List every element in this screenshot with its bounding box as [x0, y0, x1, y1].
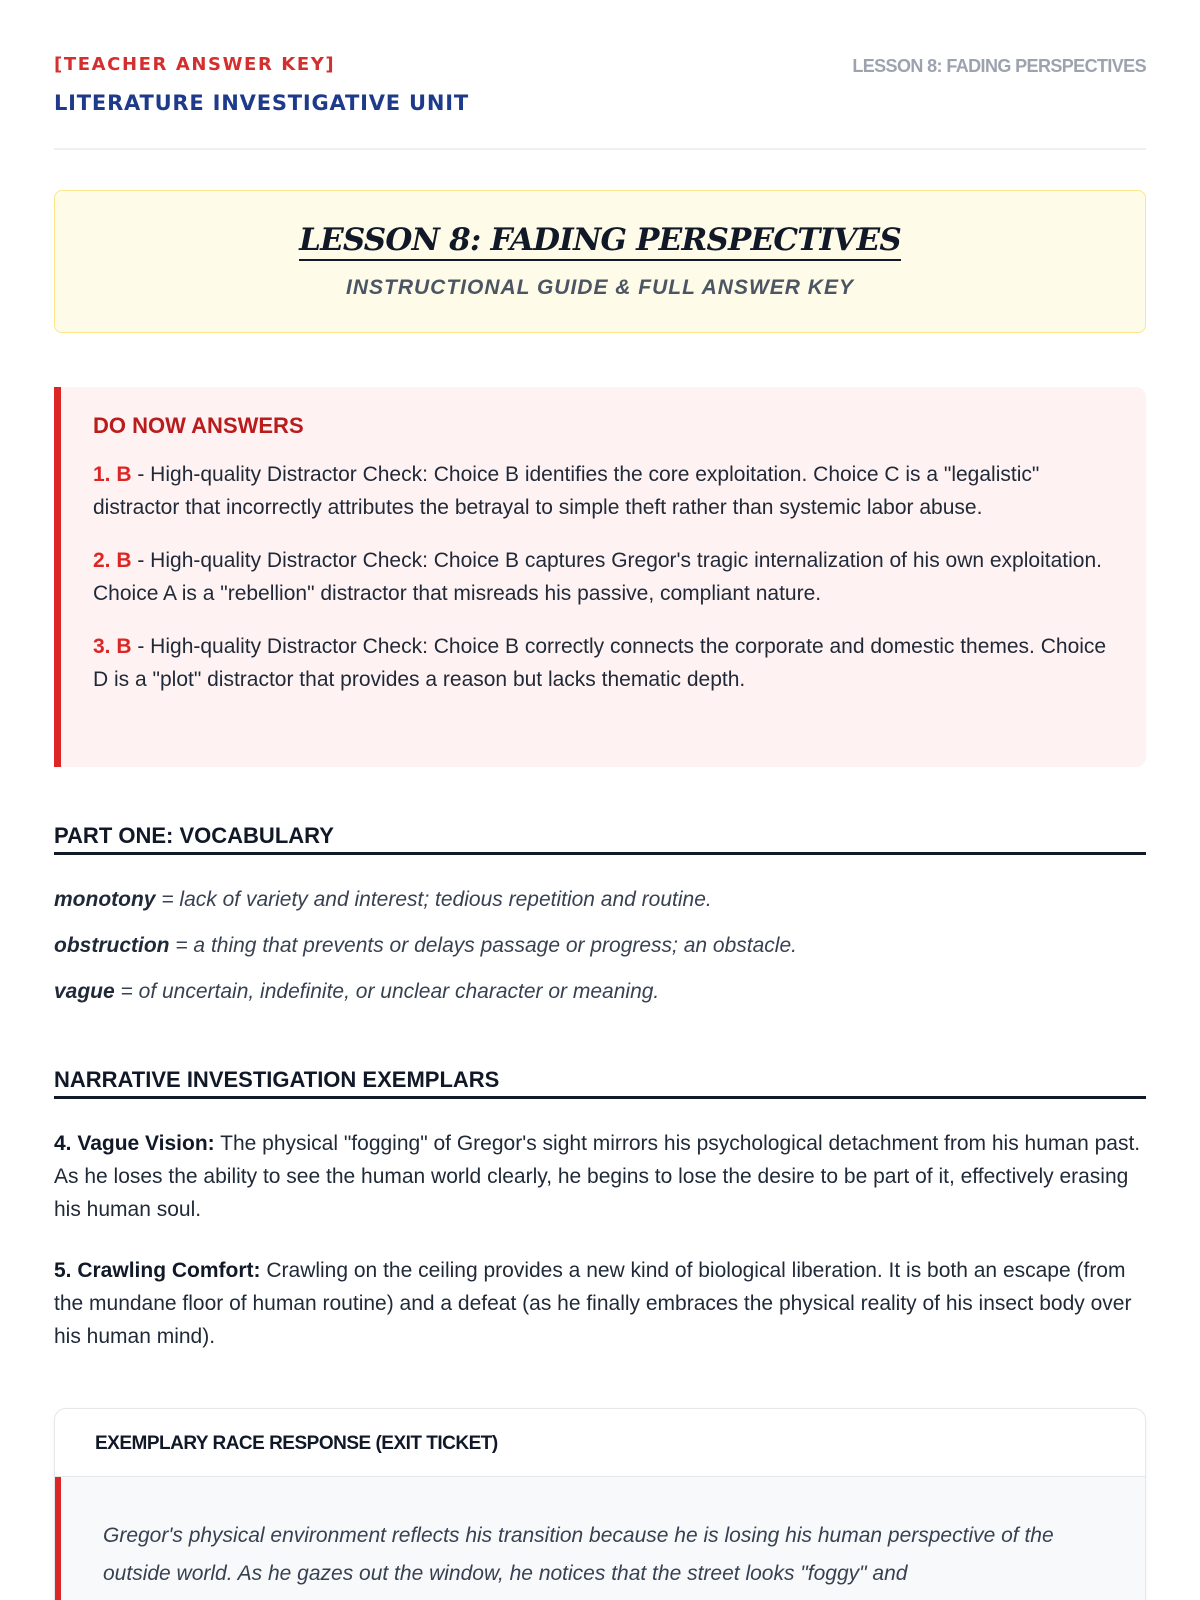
- exemplar-text: Crawling on the ceiling provides a new kind of biological liberation. It is both an escape (from the mundane floor of human routine) and a defeat (as he finally embraces the physical reality of his insect body over his human mind).: [54, 1259, 1132, 1348]
- narrative-heading: NARRATIVE INVESTIGATION EXEMPLARS: [54, 1067, 1146, 1099]
- lesson-reference: LESSON 8: FADING PERSPECTIVES: [852, 56, 1146, 76]
- page-header: [54, 0, 1146, 150]
- answer-explanation: - High-quality Distractor Check: Choice B captures Gregor's tragic internalization of his own exploitation. Choice A is a "rebellion" distractor that misreads his passive, compliant nature.: [93, 549, 1102, 605]
- answer-explanation: - High-quality Distractor Check: Choice B correctly connects the corporate and domestic themes. Choice D is a "plot" distractor that provides a reason but lacks thematic depth.: [93, 635, 1107, 691]
- vocab-term: monotony: [54, 888, 156, 911]
- lesson-title: [55, 222, 1145, 258]
- lesson-title-text: LESSON 8: FADING PERSPECTIVES: [299, 222, 901, 261]
- exemplar-label: 5. Crawling Comfort:: [54, 1259, 261, 1282]
- narrative-exemplar: [54, 1254, 1146, 1353]
- race-response-text: Gregor's physical environment reflects his transition because he is losing his human perspective of the outside world. As he gazes out the window, he notices that the street looks "foggy" and: [55, 1477, 1146, 1600]
- vocab-definition: = of uncertain, indefinite, or unclear character or meaning.: [114, 980, 660, 1003]
- vocabulary-heading: PART ONE: VOCABULARY: [54, 823, 1146, 855]
- do-now-answer: [93, 630, 1116, 696]
- race-response-card: [54, 1408, 1146, 1600]
- lesson-subtitle: INSTRUCTIONAL GUIDE & FULL ANSWER KEY: [346, 276, 854, 299]
- vocabulary-item: [54, 886, 1146, 932]
- vocabulary-item: [54, 932, 1146, 978]
- answer-explanation: - High-quality Distractor Check: Choice B identifies the core exploitation. Choice C is a "legalistic" distractor that incorrectly attributes the betrayal to simple theft rather than systemic labor abuse.: [93, 463, 1040, 519]
- teacher-answer-key-tag: [TEACHER ANSWER KEY]: [54, 54, 336, 75]
- vocab-term: obstruction: [54, 934, 170, 957]
- vocabulary-list: [54, 886, 1146, 1024]
- answer-number: 1. B: [93, 463, 132, 486]
- do-now-answers-box: [54, 387, 1146, 767]
- lesson-title-box: [54, 190, 1146, 333]
- unit-title: LITERATURE INVESTIGATIVE UNIT: [54, 91, 469, 115]
- vocab-term: vague: [54, 980, 115, 1003]
- do-now-heading: DO NOW ANSWERS: [93, 413, 304, 438]
- exemplar-text: The physical "fogging" of Gregor's sight mirrors his psychological detachment from his human past. As he loses the ability to see the human world clearly, he begins to lose the desire to be part of it, effectively erasing his human soul.: [54, 1132, 1141, 1221]
- do-now-answer: [93, 544, 1116, 610]
- answer-key-page: [54, 0, 1146, 1585]
- vocabulary-item: [54, 978, 1146, 1024]
- do-now-answer: [93, 458, 1116, 524]
- vocab-definition: = a thing that prevents or delays passage or progress; an obstacle.: [169, 934, 797, 957]
- exemplar-label: 4. Vague Vision:: [54, 1132, 215, 1155]
- vocab-definition: = lack of variety and interest; tedious repetition and routine.: [155, 888, 712, 911]
- race-response-heading: EXEMPLARY RACE RESPONSE (EXIT TICKET): [55, 1409, 1145, 1477]
- answer-number: 2. B: [93, 549, 132, 572]
- narrative-exemplar: [54, 1127, 1146, 1226]
- answer-number: 3. B: [93, 635, 132, 658]
